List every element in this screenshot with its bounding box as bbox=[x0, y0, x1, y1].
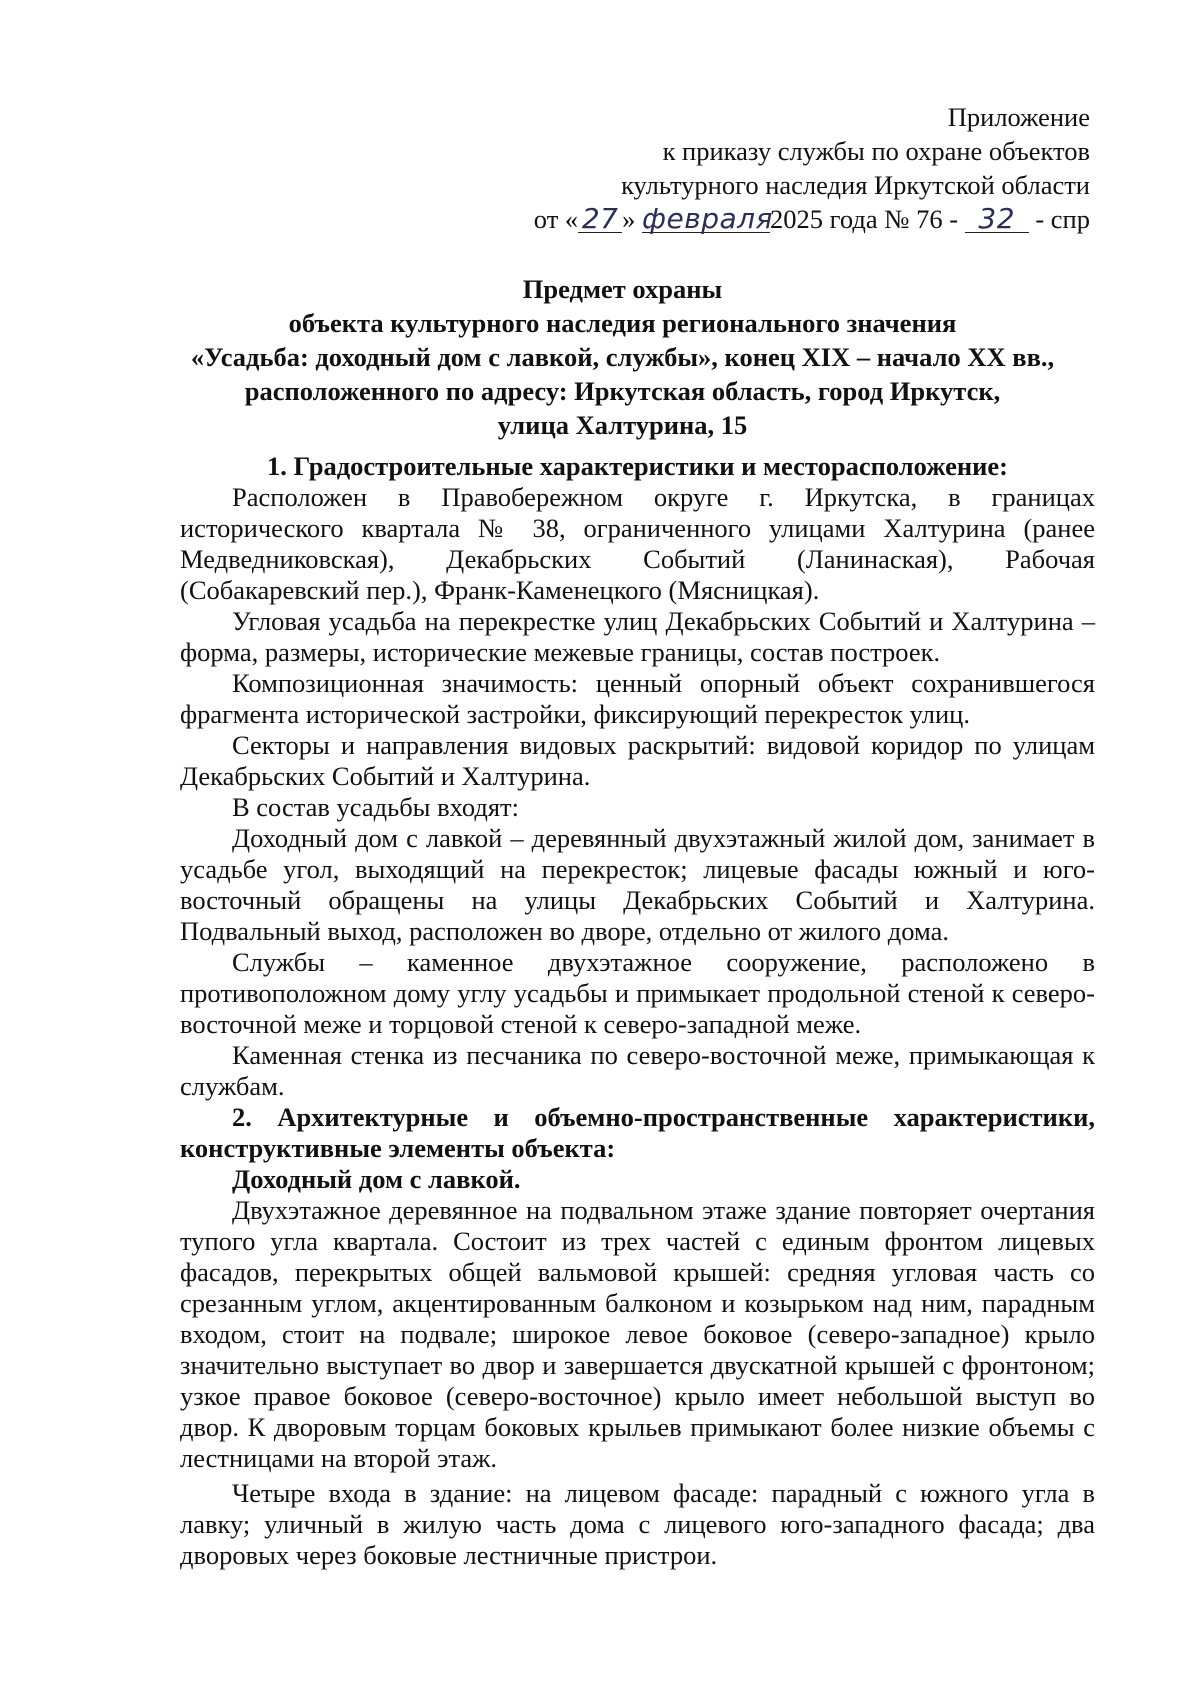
section-2-subheading: Доходный дом с лавкой. bbox=[232, 1164, 521, 1194]
agency-name: культурного наследия Иркутской области bbox=[621, 170, 1090, 200]
section-1-heading: 1. Градостроительные характеристики и месторасположение: bbox=[267, 451, 1008, 481]
section-1-paragraph: Каменная стенка из песчаника по северо-восточной меже, примыкающая к службам. bbox=[180, 1040, 1095, 1101]
section-2-heading: 2. Архитектурные и объемно-пространственные характеристики, конструктивные элементы объекта: bbox=[180, 1102, 1095, 1163]
section-2-paragraph: Четыре входа в здание: на лицевом фасаде: парадный с южного угла в лавку; уличный в жилую часть дома с лицевого юго-западного фасада; два дворовых через боковые лестничные пристрои. bbox=[180, 1478, 1095, 1570]
title-line-2: объекта культурного наследия регионального значения bbox=[288, 308, 957, 338]
order-suffix: - спр bbox=[1035, 204, 1090, 234]
section-1-paragraph: Расположен в Правобережном округе г. Иркутска, в границах исторического квартала № 38, ограниченного улицами Халтурина (ранее Медведниковская), Декабрьских Событий (Ланинаская), Рабочая (Собакаревский пер.), Франк-Каменецкого (Мясницкая). bbox=[180, 482, 1095, 605]
document-title bbox=[150, 272, 1095, 442]
date-mid: » bbox=[622, 204, 636, 234]
section-1-paragraph: Угловая усадьба на перекрестке улиц Декабрьских Событий и Халтурина – форма, размеры, исторические межевые границы, состав построек. bbox=[180, 606, 1095, 667]
appendix-label: Приложение bbox=[947, 102, 1090, 132]
title-line-3: «Усадьба: доходный дом с лавкой, службы», конец XIX – начало XX вв., bbox=[190, 342, 1055, 372]
date-day-blank bbox=[578, 202, 622, 235]
section-2-paragraph: Двухэтажное деревянное на подвальном этаже здание повторяет очертания тупого угла квартала. Состоит из трех частей с единым фронтом лицевых фасадов, перекрытых общей вальмовой крышей: средняя угловая часть со срезанным углом, акцентированным балконом и козырьком над ним, парадным входом, стоит на подвале; широкое левое боковое (северо-западное) крыло значительно выступает во двор и завершается двускатной крышей с фронтоном; узкое правое боковое (северо-восточное) крыло имеет небольшой выступ во двор. К дворовым торцам боковых крыльев примыкают более низкие объемы с лестницами на второй этаж. bbox=[180, 1195, 1095, 1473]
order-reference: к приказу службы по охране объектов bbox=[662, 136, 1090, 166]
title-line-4: расположенного по адресу: Иркутская область, город Иркутск, bbox=[244, 376, 1001, 406]
section-1-paragraph: Композиционная значимость: ценный опорный объект сохранившегося фрагмента исторической застройки, фиксирующий перекресток улиц. bbox=[180, 668, 1095, 729]
section-1-paragraph: Секторы и направления видовых раскрытий: видовой коридор по улицам Декабрьских Событий и Халтурина. bbox=[180, 730, 1095, 791]
title-line-5: улица Халтурина, 15 bbox=[497, 410, 748, 440]
document-body bbox=[180, 451, 1095, 1571]
date-prefix: от « bbox=[533, 204, 579, 234]
date-day-handwritten: 27 bbox=[581, 202, 619, 235]
order-number-handwritten: 32 bbox=[978, 202, 1016, 235]
date-year: 2025 года № 76 - bbox=[770, 204, 959, 234]
order-number-blank bbox=[965, 202, 1029, 235]
order-date-line bbox=[390, 202, 1090, 236]
appendix-header bbox=[390, 100, 1090, 236]
date-month-handwritten: февраля bbox=[642, 202, 773, 235]
section-1-paragraph: В состав усадьбы входят: bbox=[232, 792, 519, 822]
date-month-blank bbox=[642, 202, 773, 235]
section-1-paragraph: Службы – каменное двухэтажное сооружение, расположено в противоположном дому углу усадьбы и примыкает продольной стеной к северо-восточной меже и торцовой стеной к северо-западной меже. bbox=[180, 947, 1095, 1039]
section-1-paragraph: Доходный дом с лавкой – деревянный двухэтажный жилой дом, занимает в усадьбе угол, выходящий на перекресток; лицевые фасады южный и юго-восточный обращены на улицы Декабрьских Событий и Халтурина. Подвальный выход, расположен во дворе, отдельно от жилого дома. bbox=[180, 823, 1095, 946]
title-line-1: Предмет охраны bbox=[522, 274, 723, 304]
